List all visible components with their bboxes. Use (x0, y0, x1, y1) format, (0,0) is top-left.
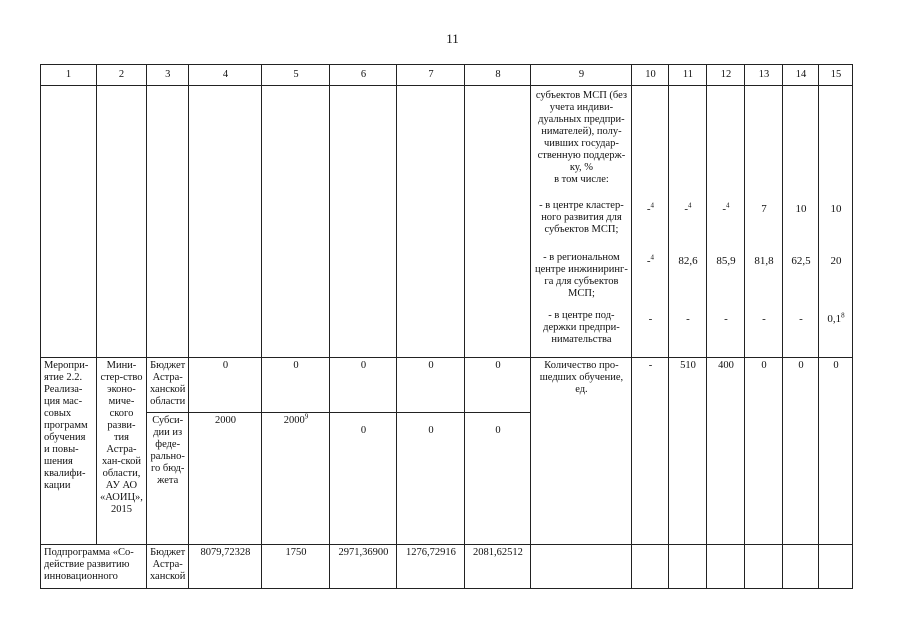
header-cell: 1 (41, 65, 97, 86)
value-cell: 400 (707, 358, 745, 545)
measure-row (41, 358, 853, 413)
value-cell: 2971,36900 (330, 545, 397, 589)
header-cell: 11 (669, 65, 707, 86)
budget-table (40, 64, 853, 589)
indicator-cell: Количество про-шедших обучение, ед. (531, 358, 632, 545)
value-cell: 2081,62512 (465, 545, 531, 589)
header-cell: 4 (189, 65, 262, 86)
header-cell: 10 (632, 65, 669, 86)
header-cell: 14 (783, 65, 819, 86)
indicator-cell (531, 86, 632, 358)
value-cell: 2000 (189, 413, 262, 545)
value-cell: 0 (397, 413, 465, 545)
value-cell: 0 (465, 413, 531, 545)
value-cell: 10 20 $0,1^8$ (819, 86, 853, 358)
value-cell: 1276,72916 (397, 545, 465, 589)
indicator-item: - в центре кластер-ного развития для субъектов МСП; (539, 200, 624, 235)
value-cell: -$^4$ 85,9 - (707, 86, 745, 358)
funding-source: Бюджет Астра-ханской области (146, 358, 189, 413)
header-cell: 7 (397, 65, 465, 86)
header-cell: 9 (531, 65, 632, 86)
value-cell: 510 (669, 358, 707, 545)
value-cell: 8079,72328 (189, 545, 262, 589)
header-cell: 15 (819, 65, 853, 86)
subprogram-row (41, 545, 853, 589)
header-cell: 13 (745, 65, 783, 86)
header-row (41, 65, 853, 86)
indicator-item: - в региональном центре инжиниринг-га для субъектов МСП; (535, 252, 628, 299)
value-cell: 0 (262, 358, 330, 413)
value-cell: 10 62,5 - (783, 86, 819, 358)
measure-executor: Мини-стер-ство эконо-миче-ского разви-тия Астра-хан-ской области, АУ АО «АОИЦ», 2015 (97, 358, 147, 545)
value-cell: 0 (745, 358, 783, 545)
value-cell: 0 (189, 358, 262, 413)
header-cell: 8 (465, 65, 531, 86)
indicator-intro: субъектов МСП (без учета индиви-дуальных предпри-нимателей), полу-чивших государ-ственную поддерж-ку, % в том числе: (535, 90, 628, 185)
header-cell: 6 (330, 65, 397, 86)
measure-name: Меропри-ятие 2.2. Реализа-ция мас-совых программ обучения и повы-шения квалифи-кации (41, 358, 97, 545)
value-cell: -$^4$ 82,6 - (669, 86, 707, 358)
value-cell: 7 81,8 - (745, 86, 783, 358)
value-cell: 1750 (262, 545, 330, 589)
value-cell: 0 (465, 358, 531, 413)
value-cell: -$^4$ -$^4$ - (632, 86, 669, 358)
continuation-row (41, 86, 853, 358)
header-cell: 12 (707, 65, 745, 86)
header-cell: 3 (146, 65, 189, 86)
value-cell: 0 (330, 358, 397, 413)
page-number: 11 (446, 31, 459, 46)
value-cell: 0 (397, 358, 465, 413)
funding-source: Субси-дии из феде-рально-го бюд-жета (146, 413, 189, 545)
value-cell: 2000$^9$ (262, 413, 330, 545)
value-cell: 0 (783, 358, 819, 545)
header-cell: 2 (97, 65, 147, 86)
value-cell: 0 (819, 358, 853, 545)
value-cell: - (632, 358, 669, 545)
value-cell: 0 (330, 413, 397, 545)
indicator-item: - в центре под-держки предпри-нимательства (543, 310, 620, 345)
funding-source: Бюджет Астра-ханской (146, 545, 189, 589)
subprogram-name: Подпрограмма «Со-действие развитию инновационного (41, 545, 147, 589)
header-cell: 5 (262, 65, 330, 86)
